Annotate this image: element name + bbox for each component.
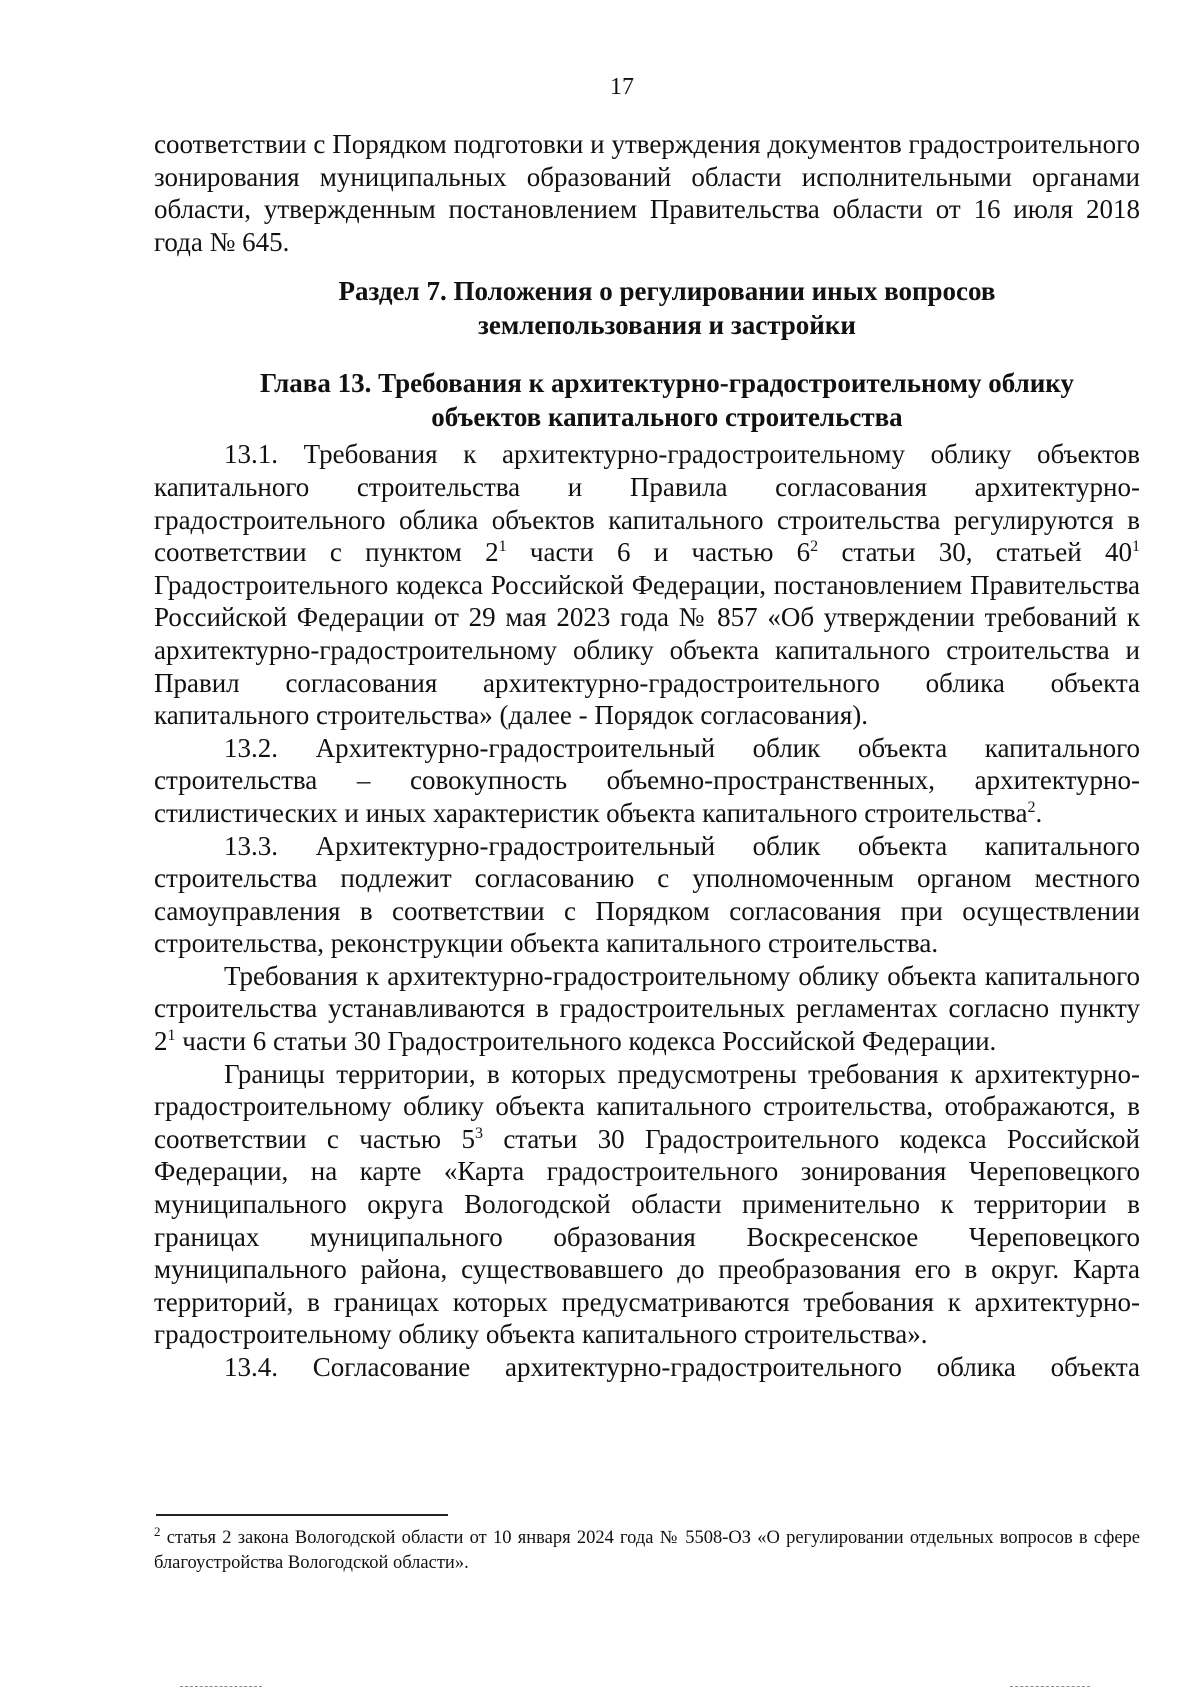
paragraph-13-4: 13.4. Согласование архитектурно-градостроительного облика объекта <box>224 1352 1140 1382</box>
paragraph-13-2-text-a: 13.2. Архитектурно-градостроительный облик объекта капитального строительства – совокупность объемно-пространственных, архитектурно-стилистических и иных характеристик объекта капитального строительства <box>154 732 1140 828</box>
superscript-mark: 3 <box>474 1124 483 1142</box>
paragraph-13-3: 13.3. Архитектурно-градостроительный облик объекта капитального строительства подлежит согласованию с уполномоченным органом местного самоуправления в соответствии с Порядком согласования при осуществлении строительства, реконструкции объекта капитального строительства. <box>154 830 1140 959</box>
footnote-marker: 2 <box>154 1523 161 1539</box>
paragraph-intro: соответствии с Порядком подготовки и утверждения документов градостроительного зонирования муниципальных образований области исполнительными органами области, утвержденным постановлением Правительства области от 16 июля 2018 года № 645. <box>154 129 1140 257</box>
chapter-heading <box>154 366 1140 434</box>
footnote-reference: 2 <box>1027 798 1036 816</box>
section-heading <box>154 274 1140 342</box>
paragraph-13-1-text-d: Градостроительного кодекса Российской Федерации, постановлением Правительства Российской Федерации от 29 мая 2023 года № 857 «Об утверждении требований к архитектурно-градостроительному облику объекта капитального строительства и Правил согласования архитектурно-градостроительного облика объекта капитального строительства» (далее - Порядок согласования). <box>154 569 1140 731</box>
footnote <box>154 1523 1140 1576</box>
footnote-text: статья 2 закона Вологодской области от 10 января 2024 года № 5508-ОЗ «О регулировании отдельных вопросов в сфере благоустройства Вологодской области». <box>154 1528 1140 1573</box>
paragraph-boundaries <box>154 1058 1140 1351</box>
section-heading-line2: землепользования и застройки <box>478 310 856 341</box>
section-heading-line1: Раздел 7. Положения о регулировании иных вопросов <box>338 276 996 307</box>
superscript-mark: 2 <box>810 538 819 556</box>
scan-artifact <box>1010 1686 1090 1687</box>
page-number: 17 <box>610 74 634 100</box>
paragraph-requirements-text-b: части 6 статьи 30 Градостроительного кодекса Российской Федерации. <box>175 1026 997 1057</box>
superscript-mark: 1 <box>498 538 507 556</box>
paragraph-boundaries-text-a: Границы территории, в которых предусмотрены требования к архитектурно-градостроительному облику объекта капитального строительства, отображаются, в соответствии с частью 5 <box>154 1058 1140 1154</box>
chapter-heading-line1: Глава 13. Требования к архитектурно-градостроительному облику <box>260 368 1074 399</box>
paragraph-13-1-text-c: статьи 30, статьей 40 <box>818 537 1132 568</box>
paragraph-13-1 <box>154 438 1140 731</box>
scan-artifact <box>180 1686 262 1687</box>
footnote-divider <box>156 1514 448 1516</box>
paragraph-13-2 <box>154 732 1140 830</box>
paragraph-13-2-text-b: . <box>1035 797 1043 828</box>
paragraph-boundaries-text-b: статьи 30 Градостроительного кодекса Российской Федерации, на карте «Карта градостроительного зонирования Череповецкого муниципального округа Вологодской области применительно к территории в границах муниципального образования Воскресенское Череповецкого муниципального района, существовавшего до преобразования его в округ. Карта территорий, в границах которых предусматриваются требования к архитектурно-градостроительному облику объекта капитального строительства». <box>154 1123 1140 1350</box>
paragraph-requirements <box>154 960 1140 1058</box>
paragraph-13-1-text-a: 13.1. Требования к архитектурно-градостроительному облику объектов капитального строительства и Правила согласования архитектурно-градостроительного облика объектов капитального строительства регулируются в соответствии с пунктом 2 <box>154 439 1140 568</box>
superscript-mark: 1 <box>1132 538 1140 556</box>
document-body <box>154 128 1140 1384</box>
paragraph-13-1-text-b: части 6 и частью 6 <box>506 537 811 568</box>
chapter-heading-line2: объектов капитального строительства <box>431 402 903 433</box>
superscript-mark: 1 <box>167 1027 176 1045</box>
paragraph-requirements-text-a: Требования к архитектурно-градостроительному облику объекта капитального строительства устанавливаются в градостроительных регламентах согласно пункту 2 <box>154 960 1140 1057</box>
